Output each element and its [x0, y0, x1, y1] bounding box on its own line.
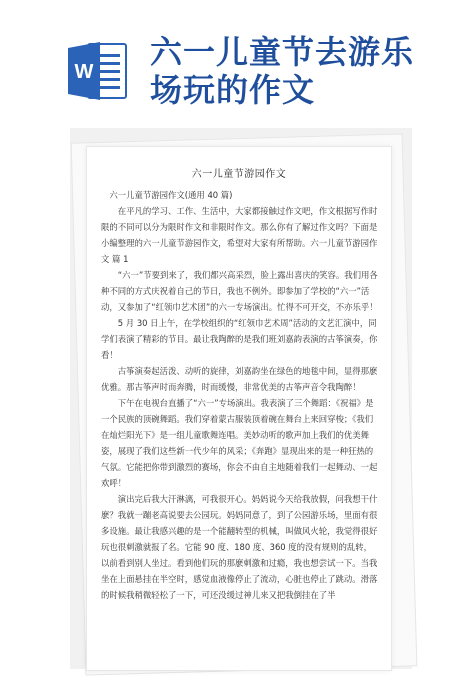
document-subtitle: 六一儿童节游园作文(通用 40 篇) [109, 190, 233, 200]
document-page [86, 146, 392, 671]
page-title-line1: 六一儿童节去游乐 [150, 33, 415, 71]
paragraph-2: 5 月 30 日上午，在学校组织的“红领巾艺术周”活动的文艺汇演中，同学们表演了精彩的节目。最让我陶醉的是我们班刘嘉韵表演的古筝演奏，你看！ [101, 318, 378, 360]
page-header [0, 0, 474, 120]
document-body [101, 187, 379, 603]
paragraph-1: “六一”节要到来了，我们都兴高采烈，脸上露出喜庆的笑容。我们用各种不同的方式庆祝着自己的节日，我也不例外。即参加了学校的“六一”活动，又参加了“红领巾艺术团”的六一专场演出。忙得不可开交，不亦乐乎！ [101, 270, 378, 312]
paragraph-5: 演出完后我大汗淋漓，可我很开心。妈妈说今天给我放假，问我想干什麽？我就一蹦老高说要去公园玩。妈妈同意了，到了公园游乐场，里面有很多设施。最让我感兴趣的是一个能翻转型的机械，叫做风火轮，我觉得很好玩也很刺激就报了名。它能 90 度、180 度、360 度的没有规则的乱转，以前看到别人坐过。看到他们玩的那麽刺激和过瘾，我也想尝试一下。当我坐在上面悬挂在半空时，感觉血液像停止了流动，心脏也停止了跳动。滑落的时候我稍微轻松了一下，可还没缓过神儿来又把我倒挂在了半 [101, 494, 378, 600]
paragraph-4: 下午在电视台直播了“六一”专场演出。我表演了三个舞蹈：《祝福》是一个民族的顶碗舞蹈。我们穿着蒙古服装顶着碗在舞台上来回穿梭；《我们在灿烂阳光下》是一组儿童歌舞连唱。美妙动听的歌声加上我们的优美舞姿，展现了我们这些新一代少年的风采；《奔跑》显现出来的是一种狂热的气氛。它能把你带到激烈的赛场，你会不由自主地随着我们一起舞动、一起欢呼！ [101, 398, 378, 488]
paragraph-3: 古筝演奏起活泼、动听的旋律，刘嘉韵坐在绿色的地毯中间，显得那麽优雅。那古筝声时而奔腾，时而缓慢，非常优美的古筝声音令我陶醉！ [101, 366, 378, 392]
paragraph-intro: 在平凡的学习、工作、生活中，大家都接触过作文吧，作文根据写作时限的不同可以分为限时作文和非限时作文。那么你有了解过作文吗？下面是小编整理的六一儿童节游园作文，希望对大家有所帮助。六一儿童节游园作文 篇 1 [101, 206, 378, 264]
page-title-line2: 场玩的作文 [150, 71, 316, 109]
document-title: 六一儿童节游园作文 [191, 169, 287, 180]
word-icon-letter: W [74, 61, 94, 83]
word-document-icon [66, 38, 128, 104]
